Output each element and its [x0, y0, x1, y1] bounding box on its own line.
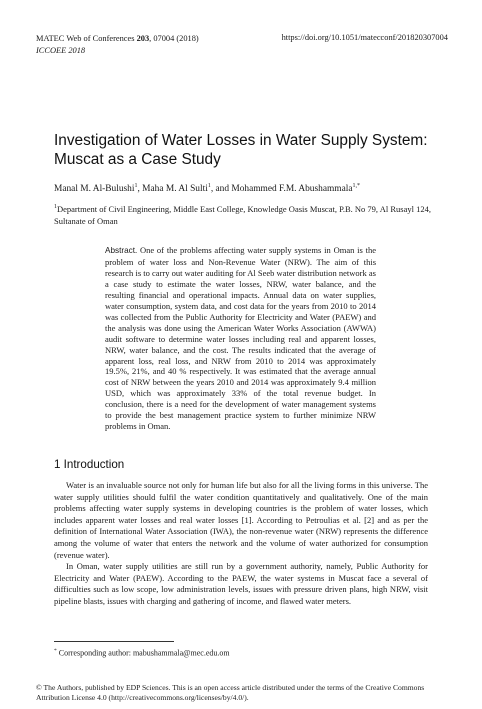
running-header	[36, 33, 199, 57]
volume-number: 203	[136, 34, 150, 43]
corresponding-author: Corresponding author: mabushammala@mec.edu.om	[56, 648, 230, 658]
license-footer: © The Authors, published by EDP Sciences. This is an open access article distributed under the terms of the Creative Commons Attribution License 4.0 (http://creativecommons.org/licenses/by/4.0/).	[36, 683, 425, 702]
paragraph: Water is an invaluable source not only for human life but also for all the living forms in this universe. The water supply utilities should fulfil the water condition quantitatively and qualitatively. One of the main problems affecting water supply systems in developing countries is the problem of water losses, which includes apparent water losses and real water losses [1]. According to Petroulias et al. [2] and as per the definition of International Water Association (IWA), the non-revenue water (NRW) represents the difference among the volume of water that enters the network and the volume of water authorized for consumption (revenue water).	[54, 480, 428, 560]
affiliation: $^1$Department of Civil Engineering, Middle East College, Knowledge Oasis Muscat, P.B. No 79, Al Rusayl 124, Sultanate of Oman	[54, 203, 431, 226]
paper-title: Investigation of Water Losses in Water Supply System: Muscat as a Case Study	[54, 132, 428, 168]
abstract-label: Abstract	[105, 246, 136, 255]
footnote-divider	[54, 641, 174, 642]
author-list: Manal M. Al-Bulushi$^1$, Maha M. Al Sulti$^1$, and Mohammed F.M. Abushammala$^{1,*}$	[54, 183, 360, 195]
footnote: * Corresponding author: mabushammala@mec.edu.om	[54, 648, 230, 658]
abstract-text: . One of the problems affecting water supply systems in Oman is the problem of water loss and Non-Revenue Water (NRW). The aim of this research is to carry out water auditing for Al Seeb water distribution network as a case study to estimate the water losses, NRW, water balance, and the resulting financial and operational impacts. Annual data on water supplies, water consumption, system data, and cost data for the years from 2010 to 2014 was collected from the Public Authority for Electricity and Water (PAEW) and the analysis was done using the American Water Works Association (AWWA) audit software to determine water losses including real and apparent losses, NRW, water balance, and the cost. The results indicated that the average of apparent loss, real loss, and NRW from 2010 to 2014 was approximately 19.5%, 21%, and 40 % respectively. It was estimated that the average annual cost of NRW between the years 2010 and 2014 was approximately 9.4 million USD, which was approximately 33% of the total revenue budget. In conclusion, there is a need for the development of water management systems to provide the best management practice system to further minimize NRW problems in Oman.	[105, 245, 376, 432]
body-text	[54, 480, 428, 608]
paragraph: In Oman, water supply utilities are still run by a government authority, namely, Public Authority for Electricity and Water (PAEW). According to the PAEW, the water systems in Muscat face a several of difficulties such as low scope, low administration levels, issues with pressure driven plans, high NRW, visit pipeline blasts, issues with charging and gathering of income, and flawed water meters.	[54, 561, 428, 606]
conference-name: ICCOEE 2018	[36, 46, 86, 55]
journal-citation: MATEC Web of Conferences 203, 07004 (2018)	[36, 34, 199, 43]
section-heading: 1 Introduction	[54, 458, 125, 471]
doi-link[interactable]: https://doi.org/10.1051/matecconf/201820307004	[281, 33, 448, 42]
abstract	[105, 245, 376, 432]
